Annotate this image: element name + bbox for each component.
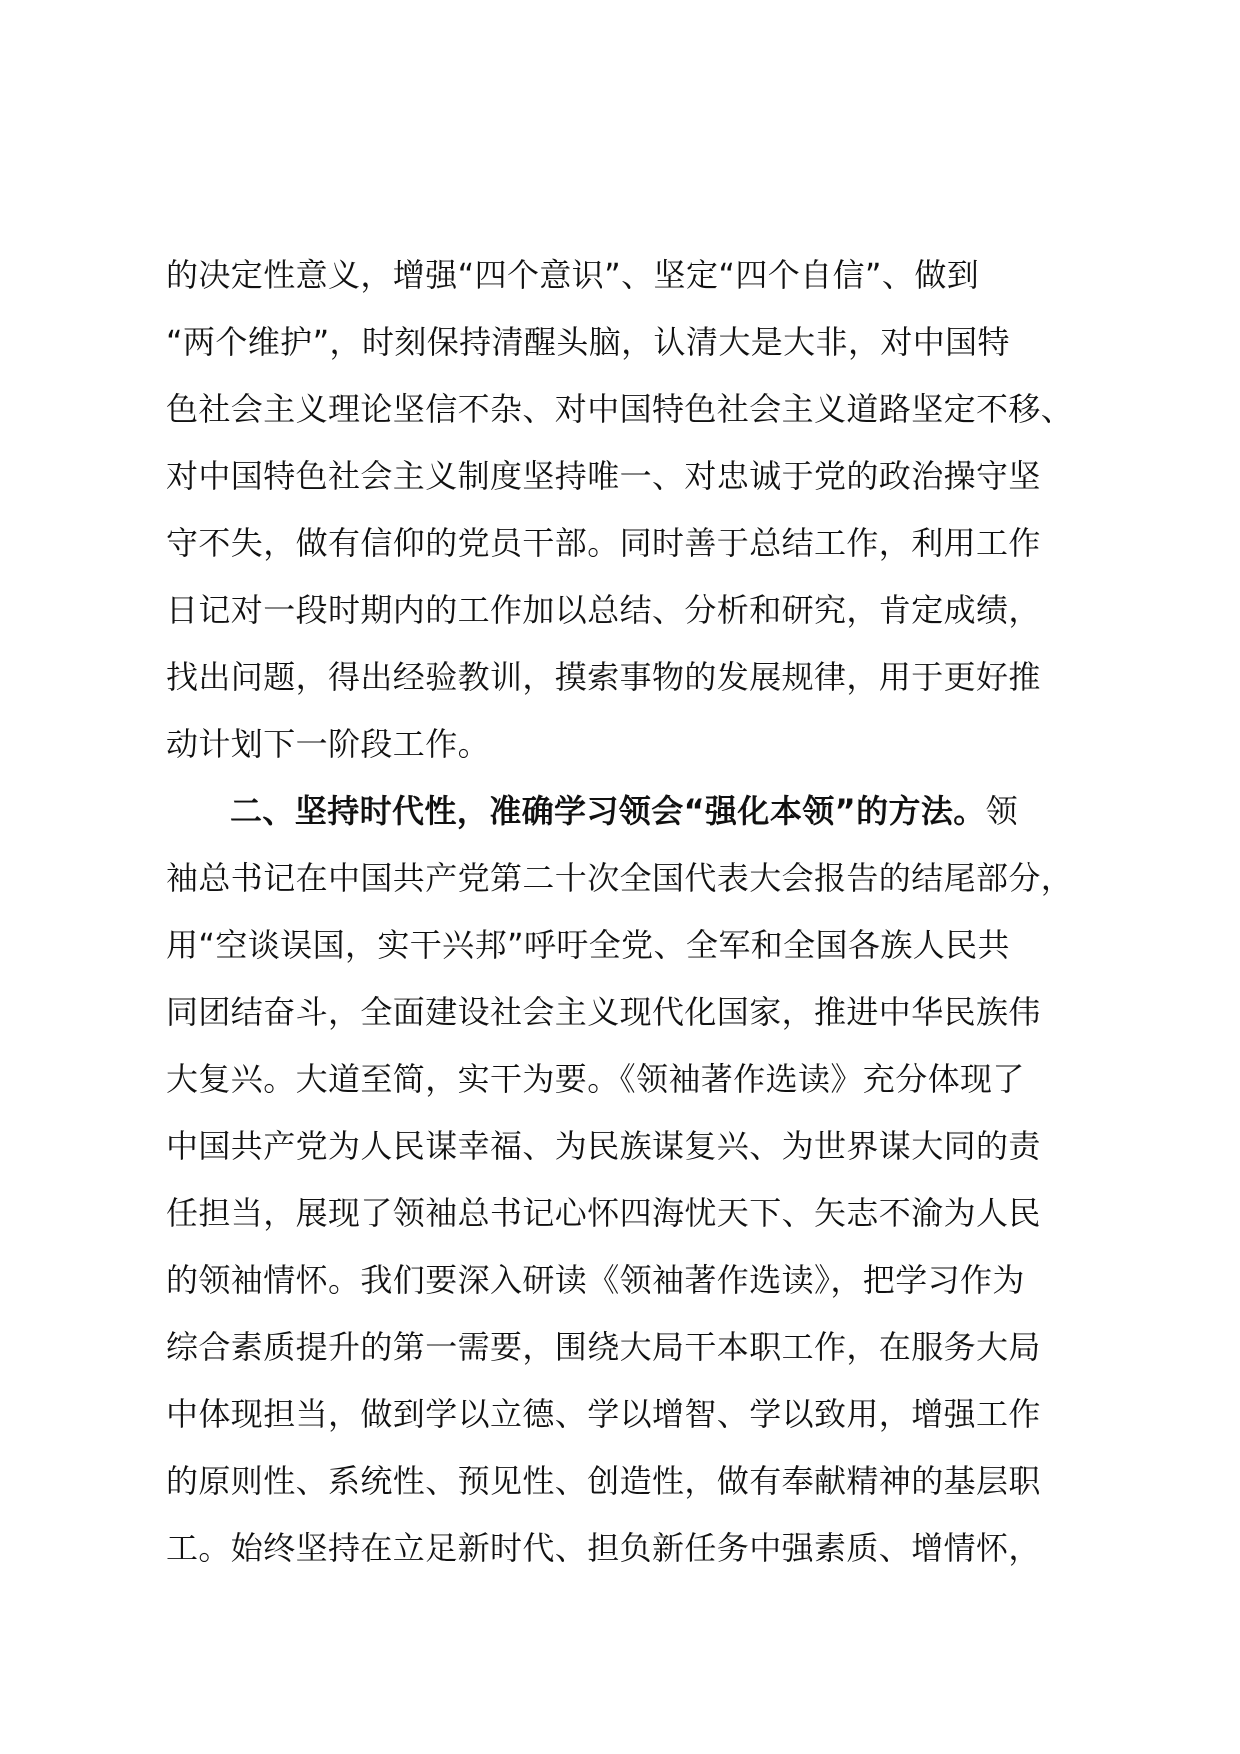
paragraph-line: 同团结奋斗，全面建设社会主义现代化国家，推进中华民族伟 xyxy=(166,993,1041,1031)
paragraph-line: 用“空谈误国，实干兴邦”呼吁全党、全军和全国各族人民共 xyxy=(166,926,1010,964)
paragraph-line: 中国共产党为人民谋幸福、为民族谋复兴、为世界谋大同的责 xyxy=(166,1127,1041,1165)
paragraph-line: 大复兴。大道至简，实干为要。《领袖著作选读》充分体现了 xyxy=(166,1060,1025,1098)
body-text xyxy=(166,242,1126,1582)
paragraph-line: 中体现担当，做到学以立德、学以增智、学以致用，增强工作 xyxy=(166,1395,1041,1433)
paragraph-line: 的领袖情怀。我们要深入研读《领袖著作选读》，把学习作为 xyxy=(166,1261,1025,1299)
section-heading: 二、坚持时代性，准确学习领会“强化本领”的方法。 xyxy=(230,792,986,830)
paragraph-line: 任担当，展现了领袖总书记心怀四海忧天下、矢志不渝为人民 xyxy=(166,1194,1041,1232)
paragraph-line: 动计划下一阶段工作。 xyxy=(166,725,491,763)
paragraph-line: 的原则性、系统性、预见性、创造性，做有奉献精神的基层职 xyxy=(166,1462,1041,1500)
paragraph-line: 守不失，做有信仰的党员干部。同时善于总结工作，利用工作 xyxy=(166,524,1041,562)
section-heading-line xyxy=(166,778,1126,845)
paragraph-line: 袖总书记在中国共产党第二十次全国代表大会报告的结尾部分， xyxy=(166,859,1074,897)
paragraph-line: 工。始终坚持在立足新时代、担负新任务中强素质、增情怀， xyxy=(166,1529,1041,1567)
paragraph-line: 综合素质提升的第一需要，围绕大局干本职工作，在服务大局 xyxy=(166,1328,1041,1366)
paragraph-line: 的决定性意义，增强“四个意识”、坚定“四个自信”、做到 xyxy=(166,256,980,294)
section-heading-tail: 领 xyxy=(985,792,1019,830)
paragraph-line: 日记对一段时期内的工作加以总结、分析和研究，肯定成绩， xyxy=(166,591,1041,629)
paragraph-line: 对中国特色社会主义制度坚持唯一、对忠诚于党的政治操守坚 xyxy=(166,457,1041,495)
paragraph-line: 找出问题，得出经验教训，摸索事物的发展规律，用于更好推 xyxy=(166,658,1041,696)
paragraph-line: 色社会主义理论坚信不杂、对中国特色社会主义道路坚定不移、 xyxy=(166,390,1074,428)
paragraph-line: “两个维护”，时刻保持清醒头脑，认清大是大非，对中国特 xyxy=(166,323,1010,361)
